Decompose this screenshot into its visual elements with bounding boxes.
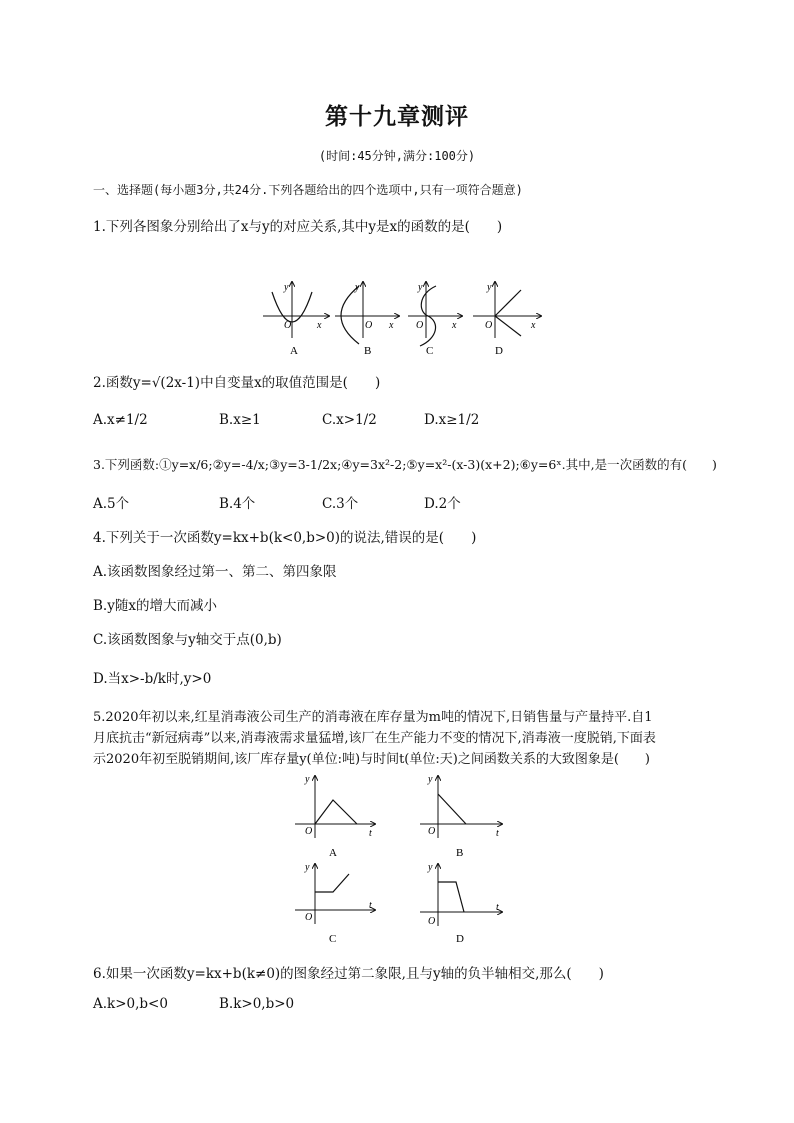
svg-text:O: O bbox=[485, 320, 493, 331]
q2-option-d: D.x≥1/2 bbox=[424, 412, 480, 428]
svg-text:y: y bbox=[418, 282, 423, 293]
svg-text:y: y bbox=[487, 282, 492, 293]
svg-text:O: O bbox=[305, 826, 313, 837]
question-5-line-3: 示2020年初至脱销期间,该厂库存量y(单位:吨)与时间t(单位:天)之间函数关系的大致图象是( ) bbox=[93, 752, 650, 767]
q5-label-b: B bbox=[456, 847, 464, 859]
q5-figures bbox=[285, 770, 515, 950]
q2-option-a: A.x≠1/2 bbox=[93, 412, 148, 428]
svg-text:O: O bbox=[284, 320, 292, 331]
q5-figure-b bbox=[420, 774, 502, 859]
q1-label-a: A bbox=[290, 345, 298, 357]
q5-figure-a bbox=[295, 774, 375, 859]
svg-text:t: t bbox=[369, 828, 372, 839]
svg-text:y: y bbox=[305, 774, 310, 785]
svg-text:O: O bbox=[428, 826, 436, 837]
q6-option-a: A.k>0,b<0 bbox=[93, 996, 168, 1012]
svg-text:y: y bbox=[428, 862, 433, 873]
svg-text:O: O bbox=[428, 916, 436, 927]
svg-text:x: x bbox=[389, 320, 394, 331]
svg-text:t: t bbox=[496, 902, 499, 913]
svg-text:y: y bbox=[305, 862, 310, 873]
question-5-line-1: 5.2020年初以来,红星消毒液公司生产的消毒液在库存量为m吨的情况下,日销售量与产量持平.自1 bbox=[93, 710, 653, 725]
q4-option-c: C.该函数图象与y轴交于点(0,b) bbox=[93, 632, 282, 648]
q3-option-a: A.5个 bbox=[93, 496, 130, 512]
q5-label-a: A bbox=[329, 847, 337, 859]
q1-figure-d bbox=[473, 282, 541, 357]
svg-text:y: y bbox=[355, 282, 360, 293]
svg-text:O: O bbox=[305, 912, 313, 923]
q1-label-b: B bbox=[364, 345, 372, 357]
q1-figures bbox=[255, 272, 545, 367]
page-title: 第十九章测评 bbox=[325, 104, 469, 130]
q1-label-c: C bbox=[426, 345, 434, 357]
svg-text:t: t bbox=[369, 900, 372, 911]
question-2: 2.函数y=√(2x-1)中自变量x的取值范围是( ) bbox=[93, 375, 381, 391]
q2-option-b: B.x≥1 bbox=[219, 412, 261, 428]
svg-text:t: t bbox=[496, 828, 499, 839]
svg-text:x: x bbox=[317, 320, 322, 331]
q3-option-c: C.3个 bbox=[322, 496, 359, 512]
q1-label-d: D bbox=[495, 345, 503, 357]
svg-text:y: y bbox=[428, 774, 433, 785]
svg-text:y: y bbox=[284, 282, 289, 293]
exam-info: (时间:45分钟,满分:100分) bbox=[318, 149, 476, 163]
q4-option-a: A.该函数图象经过第一、第二、第四象限 bbox=[93, 564, 337, 580]
q1-figure-a bbox=[263, 282, 329, 357]
q5-figure-d bbox=[420, 862, 502, 945]
q2-option-c: C.x>1/2 bbox=[322, 412, 377, 428]
q1-figure-b bbox=[335, 282, 399, 357]
q1-figure-c bbox=[408, 282, 462, 357]
q5-figure-c bbox=[295, 862, 375, 945]
svg-text:x: x bbox=[531, 320, 536, 331]
svg-text:x: x bbox=[452, 320, 457, 331]
svg-text:O: O bbox=[365, 320, 373, 331]
question-6: 6.如果一次函数y=kx+b(k≠0)的图象经过第二象限,且与y轴的负半轴相交,那么( ) bbox=[93, 966, 604, 982]
q3-option-b: B.4个 bbox=[219, 496, 256, 512]
section-heading: 一、选择题(每小题3分,共24分.下列各题给出的四个选项中,只有一项符合题意) bbox=[93, 183, 523, 197]
svg-text:O: O bbox=[416, 320, 424, 331]
question-5-line-2: 月底抗击“新冠病毒”以来,消毒液需求量猛增,该厂在生产能力不变的情况下,消毒液一度脱销,下面表 bbox=[93, 731, 656, 746]
q4-option-d: D.当x>-b/k时,y>0 bbox=[93, 671, 212, 687]
q5-label-d: D bbox=[456, 933, 464, 945]
question-4: 4.下列关于一次函数y=kx+b(k<0,b>0)的说法,错误的是( ) bbox=[93, 530, 477, 546]
q6-option-b: B.k>0,b>0 bbox=[219, 996, 295, 1012]
q3-option-d: D.2个 bbox=[424, 496, 461, 512]
question-1: 1.下列各图象分别给出了x与y的对应关系,其中y是x的函数的是( ) bbox=[93, 219, 503, 235]
q5-label-c: C bbox=[329, 933, 337, 945]
q4-option-b: B.y随x的增大而减小 bbox=[93, 598, 217, 614]
question-3: 3.下列函数:①y=x/6;②y=-4/x;③y=3-1/2x;④y=3x²-2;⑤y=x²-(x-3)(x+2);⑥y=6ˣ.其中,是一次函数的有( ) bbox=[93, 457, 717, 472]
